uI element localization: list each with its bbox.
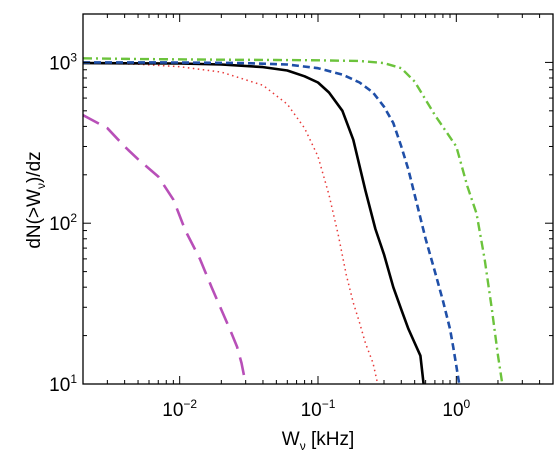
- y-tick-label: $10^3$: [49, 50, 77, 75]
- x-tick-label: $10^0$: [442, 397, 471, 421]
- x-axis-label: $W_\nu$ [kHz]: [281, 429, 355, 450]
- y-tick-label: $10^2$: [49, 211, 77, 236]
- y-axis-label: $dN(>W_\nu)/dz$: [24, 151, 48, 249]
- x-tick-label: $10^{-2}$: [162, 397, 198, 421]
- x-tick-label: $10^{-1}$: [300, 397, 336, 421]
- y-tick-label: $10^1$: [49, 372, 77, 396]
